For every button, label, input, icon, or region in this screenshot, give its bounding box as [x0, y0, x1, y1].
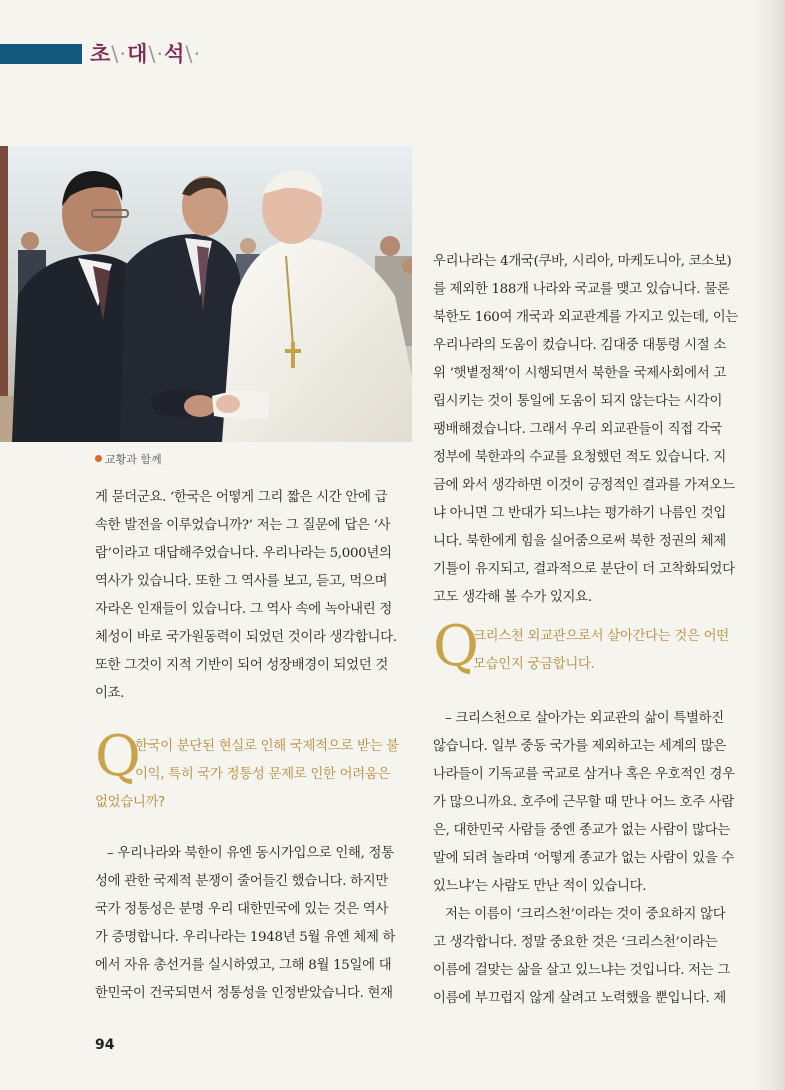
- left-column-intro: [95, 484, 410, 708]
- text-line: 저는 이름이 ‘크리스천’이라는 것이 중요하지 않다: [445, 907, 726, 922]
- question-mark-icon: Q: [433, 614, 479, 679]
- text-line: 에서 자유 총선거를 실시하였고, 그해 8월 15일에 대: [95, 958, 392, 973]
- text-line: 를 제외한 188개 나라와 국교를 맺고 있습니다. 물론: [433, 282, 730, 297]
- text-line: 않습니다. 일부 중동 국가를 제외하고는 세계의 많은: [433, 739, 727, 754]
- text-line: 말에 되려 놀라며 ‘어떻게 종교가 없는 사람이 있을 수: [433, 851, 734, 866]
- text-line: 람’이라고 대답해주었습니다. 우리나라는 5,000년의: [95, 546, 392, 561]
- page-edge-shadow: [752, 0, 785, 1090]
- page-number: 94: [95, 1037, 115, 1053]
- text-line: 게 묻더군요. ‘한국은 어떻게 그리 짧은 시간 안에 급: [95, 490, 388, 505]
- left-column-answer: [95, 840, 410, 1008]
- section-title-char-3: 석: [164, 42, 186, 66]
- question-block-1: [95, 724, 410, 817]
- text-line: 나라들이 기독교를 국교로 삼거나 혹은 우호적인 경우: [433, 767, 735, 782]
- text-line: 우리나라의 도움이 컸습니다. 김대중 대통령 시절 소: [433, 338, 727, 353]
- text-line: – 크리스천으로 살아가는 외교관의 삶이 특별하진: [445, 711, 724, 726]
- section-title-char-2: 대: [127, 42, 149, 66]
- photo-caption-text: 교황과 함께: [105, 453, 162, 466]
- text-line: 금에 와서 생각하면 이것이 긍정적인 결과를 가져오느: [433, 478, 735, 493]
- text-line: 한민국이 건국되면서 정통성을 인정받았습니다. 현재: [95, 986, 393, 1001]
- text-line: 우리나라는 4개국(쿠바, 시리아, 마케도니아, 코소보): [433, 254, 732, 269]
- question-line: 이익, 특히 국가 정통성 문제로 인한 어려움은: [135, 767, 391, 782]
- text-line: 니다. 북한에게 힘을 실어줌으로써 북한 정권의 체제: [433, 534, 727, 549]
- text-line: 립시키는 것이 통일에 도움이 되지 않는다는 시각이: [433, 394, 723, 409]
- section-title-separator: \·: [148, 42, 165, 66]
- right-column-answer: [433, 705, 751, 1013]
- text-line: 성에 관한 국제적 분쟁이 줄어들긴 했습니다. 하지만: [95, 874, 389, 889]
- question-block-2: [433, 614, 751, 679]
- text-line: 또한 그것이 지적 기반이 되어 성장배경이 되었던 것: [95, 658, 389, 673]
- section-title-char-1: 초: [90, 42, 112, 66]
- section-title: [90, 38, 201, 68]
- text-line: 고도 생각해 볼 수가 있지요.: [433, 590, 592, 605]
- text-line: – 우리나라와 북한이 유엔 동시가입으로 인해, 정통: [107, 846, 394, 861]
- section-title-separator: \·: [185, 42, 202, 66]
- text-line: 국가 정통성은 분명 우리 대한민국에 있는 것은 역사: [95, 902, 389, 917]
- text-line: 은, 대한민국 사람들 중엔 종교가 없는 사람이 많다는: [433, 823, 730, 838]
- text-line: 고 생각합니다. 정말 중요한 것은 ‘크리스천’이라는: [433, 935, 718, 950]
- text-line: 팽배해졌습니다. 그래서 우리 외교관들이 직접 각국: [433, 422, 723, 437]
- question-line: 한국이 분단된 현실로 인해 국제적으로 받는 불: [135, 739, 399, 754]
- text-line: 가 많으니까요. 호주에 근무할 때 만나 어느 호주 사람: [433, 795, 734, 810]
- text-line: 기틀이 유지되고, 결과적으로 분단이 더 고착화되었다: [433, 562, 735, 577]
- right-column-intro: [433, 248, 751, 612]
- text-line: 북한도 160여 개국과 외교관계를 가지고 있는데, 이는: [433, 310, 739, 325]
- question-mark-icon: Q: [95, 724, 141, 789]
- question-line: 크리스천 외교관으로서 살아간다는 것은 어떤: [473, 629, 729, 644]
- text-line: 이름에 걸맞는 삶을 살고 있느냐는 것입니다. 저는 그: [433, 963, 730, 978]
- caption-bullet-icon: [95, 455, 102, 462]
- text-line: 역사가 있습니다. 또한 그 역사를 보고, 듣고, 먹으며: [95, 574, 388, 589]
- text-line: 체성이 바로 국가원동력이 되었던 것이라 생각합니다.: [95, 630, 397, 645]
- text-line: 냐 아니면 그 반대가 되느냐는 평가하기 나름인 것입: [433, 506, 727, 521]
- text-line: 정부에 북한과의 수교를 요청했던 적도 있습니다. 지: [433, 450, 727, 465]
- question-line: 없었습니까?: [95, 795, 165, 810]
- text-line: 이죠.: [95, 686, 125, 701]
- photo-handshake-with-pope: [0, 146, 412, 442]
- text-line: 자라온 인재들이 있습니다. 그 역사 속에 녹아내린 정: [95, 602, 392, 617]
- section-title-separator: \·: [111, 42, 128, 66]
- text-line: 가 증명합니다. 우리나라는 1948년 5월 유엔 체제 하: [95, 930, 396, 945]
- text-line: 위 ‘햇볕정책’이 시행되면서 북한을 국제사회에서 고: [433, 366, 727, 381]
- text-line: 있느냐’는 사람도 만난 적이 있습니다.: [433, 879, 647, 894]
- question-text: [95, 733, 410, 817]
- photo-caption: [95, 451, 162, 467]
- section-header-bar: [0, 44, 82, 64]
- question-text: [433, 623, 751, 679]
- text-line: 속한 발전을 이루었습니까?’ 저는 그 질문에 답은 ‘사: [95, 518, 391, 533]
- text-line: 이름에 부끄럽지 않게 살려고 노력했을 뿐입니다. 제: [433, 991, 727, 1006]
- question-line: 모습인지 궁금합니다.: [473, 657, 595, 672]
